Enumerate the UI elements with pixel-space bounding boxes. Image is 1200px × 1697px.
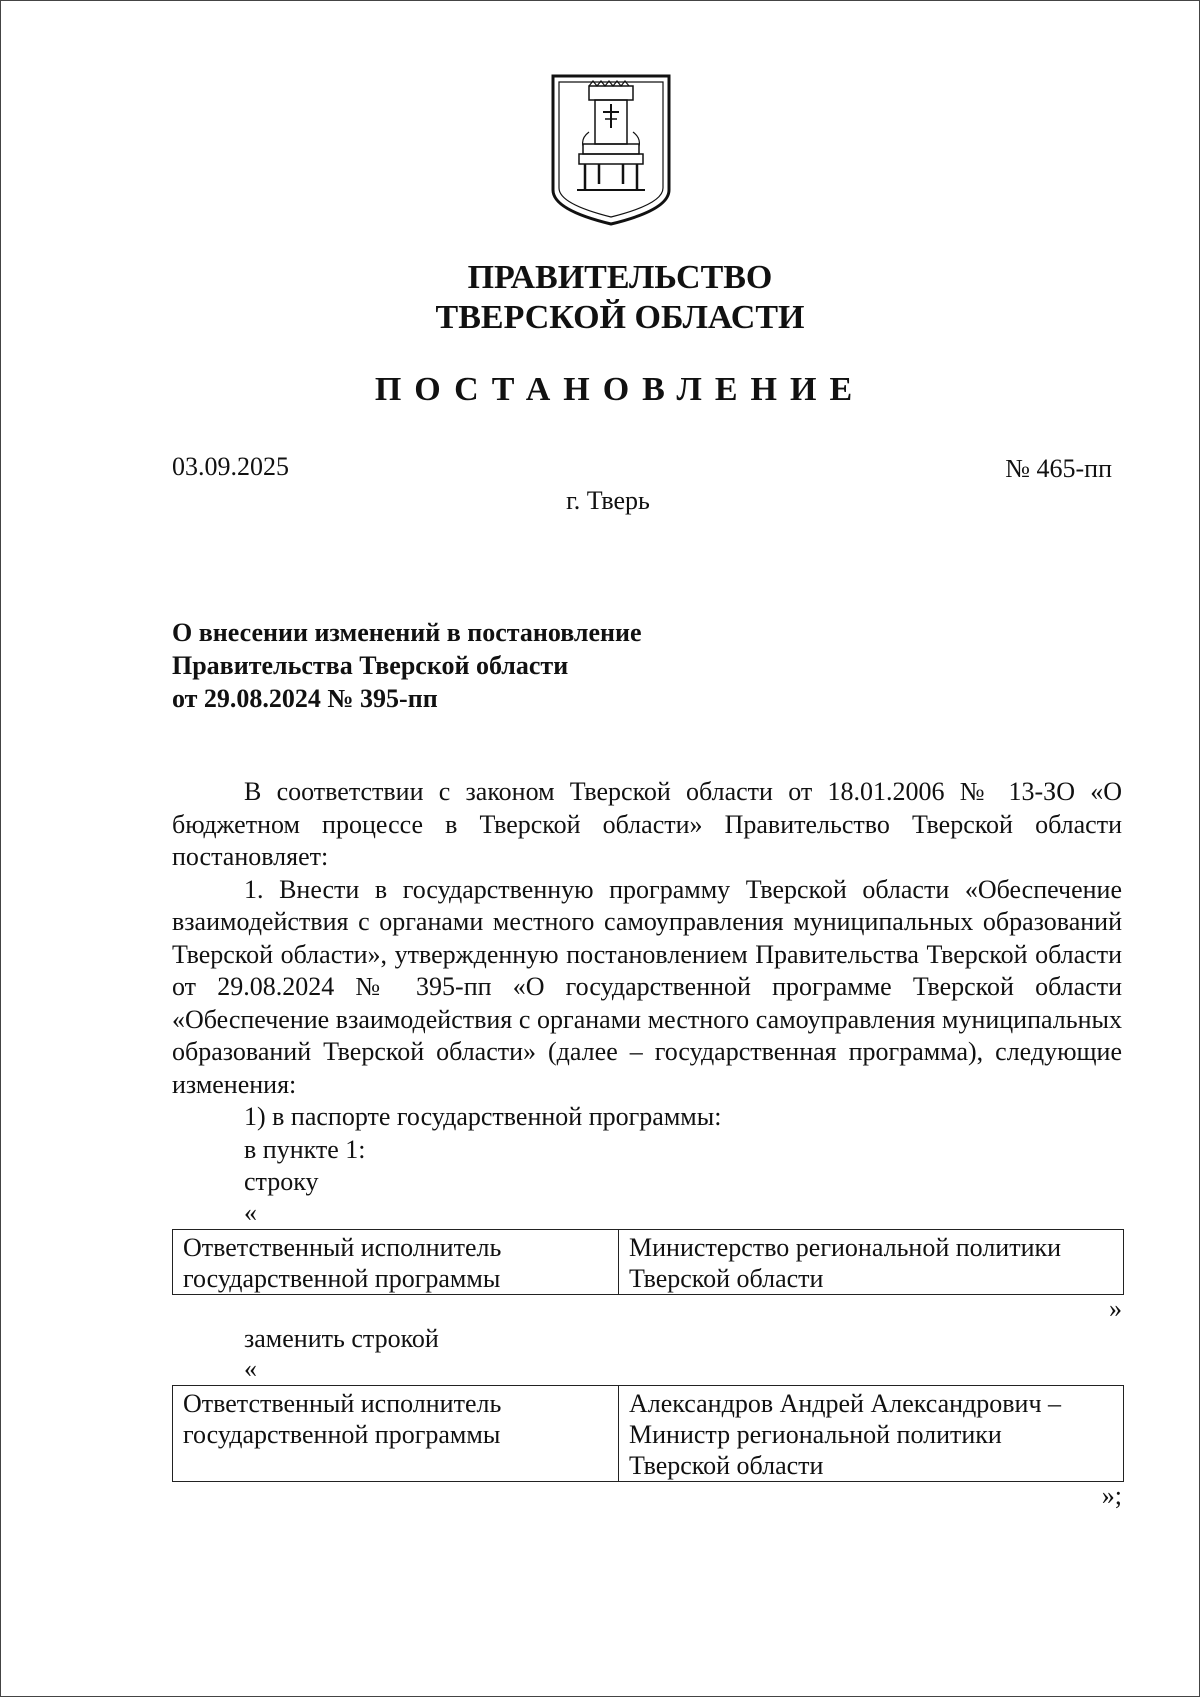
quote-close-mark-2: »;: [1101, 1481, 1122, 1510]
government-title: [0, 258, 1200, 338]
old-row-table: [172, 1229, 1124, 1295]
document-subject: [172, 616, 642, 715]
document-date: 03.09.2025: [172, 452, 289, 481]
old-row-value-cell: [619, 1229, 1124, 1294]
old-label-line2: государственной программы: [183, 1263, 501, 1293]
old-value-line1: Министерство региональной политики: [629, 1232, 1062, 1262]
subitem-point: в пункте 1:: [244, 1134, 366, 1164]
table-row: [173, 1229, 1124, 1294]
paragraph-item-1: 1. Внести в государственную программу Тверской области «Обеспечение взаимодействия с органами местного самоуправления муниципальных образований Тверской области», утвержденную постановлением Правительства Тверской области от 29.08.2024 № 395-пп «О государственной программе Тверской области «Обеспечение взаимодействия с органами местного самоуправления муниципальных образований Тверской области» (далее – государственная программа), следующие изменения:: [172, 874, 1122, 1099]
table-row: [173, 1386, 1124, 1482]
paragraph-preamble: В соответствии с законом Тверской области от 18.01.2006 № 13-ЗО «О бюджетном процессе в Тверской области» Правительство Тверской области постановляет:: [172, 777, 1122, 871]
new-value-line3: Тверской области: [629, 1451, 824, 1480]
subitem-row: строку: [244, 1167, 319, 1196]
new-row-label-cell: [173, 1386, 619, 1482]
replace-with-text: заменить строкой: [244, 1323, 439, 1353]
new-value-line2: Министр региональной политики: [629, 1420, 1002, 1449]
subject-line1: О внесении изменений в постановление: [172, 618, 642, 647]
document-city: г. Тверь: [566, 486, 650, 515]
subject-line3: от 29.08.2024 № 395-пп: [172, 684, 438, 713]
new-label-line2: государственной программы: [183, 1420, 501, 1449]
quote-close-mark-1: »: [1109, 1293, 1122, 1323]
old-value-line2: Тверской области: [629, 1263, 824, 1293]
subitem-passport: 1) в паспорте государственной программы:: [244, 1102, 722, 1131]
government-title-line1: ПРАВИТЕЛЬСТВО: [467, 259, 773, 296]
new-row-table: [172, 1385, 1124, 1482]
document-number: № 465-пп: [1005, 454, 1112, 483]
new-row-value-cell: [619, 1386, 1124, 1482]
coat-of-arms-emblem: [549, 72, 673, 228]
old-row-label-cell: [173, 1229, 619, 1294]
new-label-line1: Ответственный исполнитель: [183, 1389, 502, 1418]
old-label-line1: Ответственный исполнитель: [183, 1232, 502, 1262]
document-body: [172, 776, 1122, 1510]
document-type: ПОСТАНОВЛЕНИЕ: [374, 371, 866, 408]
government-title-line2: ТВЕРСКОЙ ОБЛАСТИ: [435, 299, 805, 336]
quote-open-mark-2: «: [244, 1354, 257, 1383]
subject-line2: Правительства Тверской области: [172, 651, 569, 680]
new-value-line1: Александров Андрей Александрович –: [629, 1389, 1062, 1418]
quote-open-mark: «: [244, 1197, 257, 1227]
